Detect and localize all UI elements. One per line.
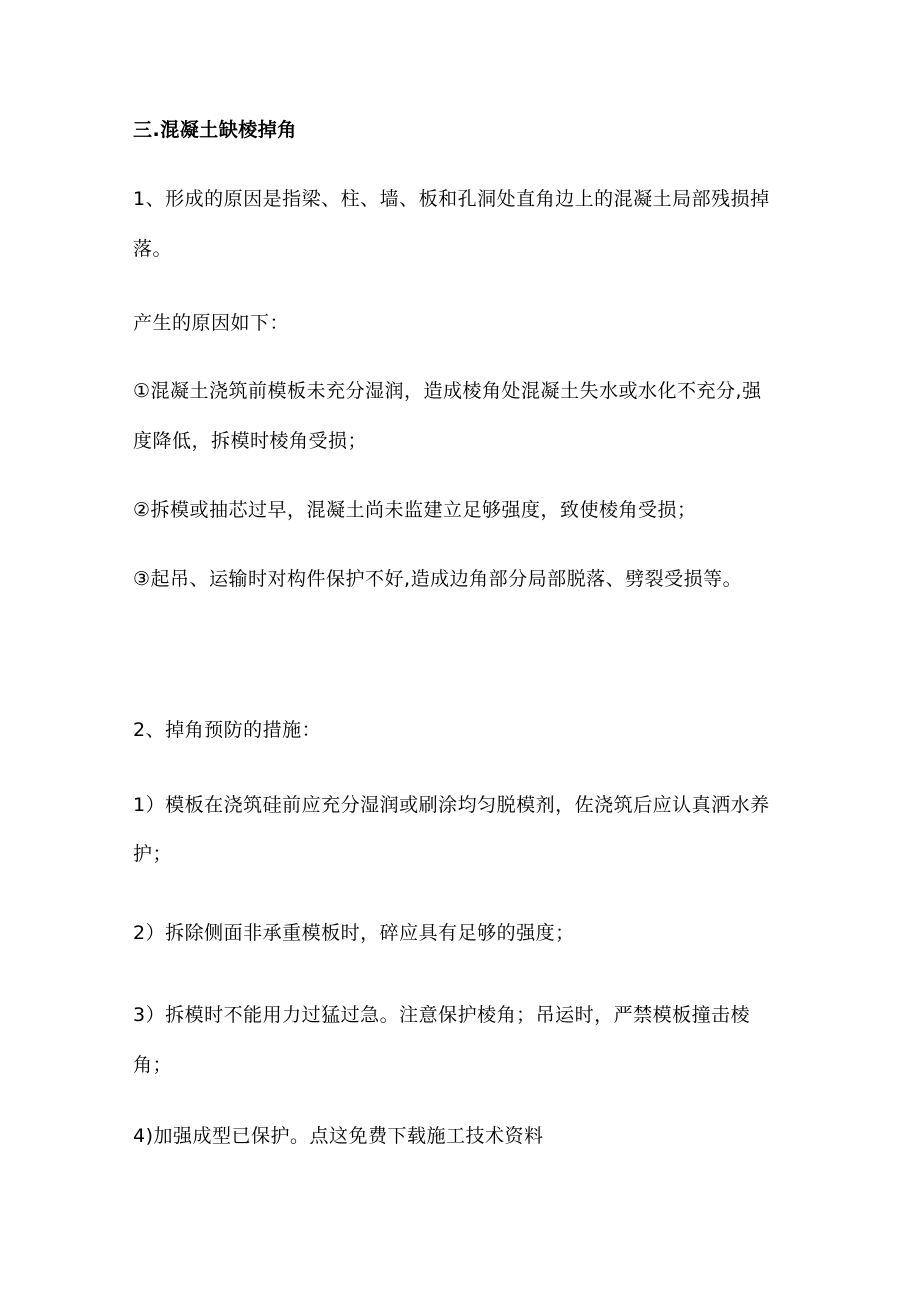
measure3-line1: 3）拆模时不能用力过猛过急。注意保护棱角；吊运时，严禁模板撞击棱 (133, 1004, 751, 1026)
measure1-line1: 1）模板在浇筑硅前应充分湿润或刷涂均匀脱模剂，佐浇筑后应认真洒水养 (133, 794, 770, 816)
cause2: ②拆模或抽芯过早，混凝土尚未监建立足够强度，致使棱角受损； (133, 499, 697, 521)
measure3-line2: 角； (133, 1054, 173, 1076)
section-heading: 三.混凝土缺棱掉角 (133, 119, 297, 141)
causes-intro: 产生的原因如下： (133, 312, 290, 334)
measure1-line2: 护； (133, 843, 173, 865)
cause1-line1: ①混凝土浇筑前模板未充分湿润，造成棱角处混凝土失水或水化不充分,强 (133, 380, 762, 402)
cause1-line2: 度降低，拆模时棱角受损； (133, 430, 368, 452)
measure4: 4)加强成型已保护。点这免费下载施工技术资料 (133, 1125, 544, 1147)
section2-title: 2、掉角预防的措施： (133, 719, 322, 741)
section1-text-line1: 1、形成的原因是指梁、柱、墙、板和孔洞处直角边上的混凝土局部残损掉 (133, 188, 770, 210)
section1-text-line2: 落。 (133, 238, 173, 260)
cause3: ③起吊、运输时对构件保护不好,造成边角部分局部脱落、劈裂受损等。 (133, 568, 743, 590)
measure2: 2）拆除侧面非承重模板时，碎应具有足够的强度； (133, 922, 575, 944)
